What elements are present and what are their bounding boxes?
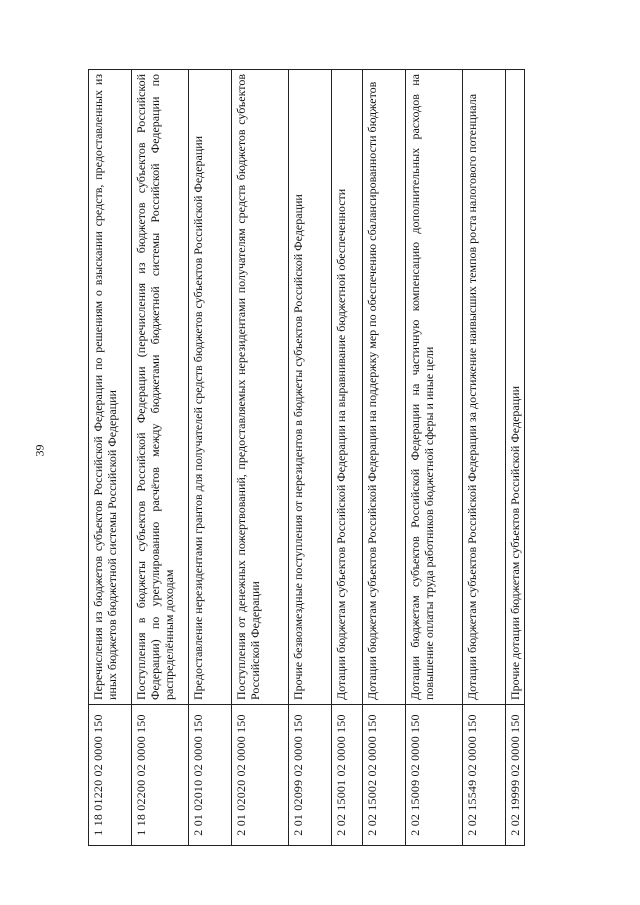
revenue-code-cell: 2 01 02099 02 0000 150 [289,705,332,846]
revenue-code-cell: 2 02 19999 02 0000 150 [506,705,525,846]
revenue-description-cell: Дотации бюджетам субъектов Российской Федерации на поддержку мер по обеспечению сбалансированности бюджетов [363,70,406,705]
table-row [132,70,189,846]
revenue-description-cell: Предоставление нерезидентами грантов для получателей средств бюджетов субъектов Российской Федерации [189,70,232,705]
table-row [189,70,232,846]
table-container [88,69,522,846]
revenue-code-cell: 2 02 15009 02 0000 150 [406,705,463,846]
revenue-description-cell: Перечисления из бюджетов субъектов Российской Федерации по решениям о взыскании средств, предоставленных из иных бюджетов бюджетной системы Российской Федерации [89,70,132,705]
table-row [332,70,363,846]
revenue-description-cell: Поступления в бюджеты субъектов Российской Федерации (перечисления из бюджетов субъектов Российской Федерации) по урегулированию расчётов между бюджетами бюджетной системы Российской Федерации по распределённым доходам [132,70,189,705]
revenue-code-cell: 2 02 15001 02 0000 150 [332,705,363,846]
revenue-code-cell: 1 18 02200 02 0000 150 [132,705,189,846]
revenue-code-cell: 2 02 15002 02 0000 150 [363,705,406,846]
revenue-code-cell: 2 01 02020 02 0000 150 [232,705,289,846]
table-row [463,70,506,846]
revenue-code-cell: 2 02 15549 02 0000 150 [463,705,506,846]
table-row [89,70,132,846]
table-row [232,70,289,846]
budget-revenue-table [88,69,525,846]
revenue-description-cell: Дотации бюджетам субъектов Российской Федерации на частичную компенсацию дополнительных расходов на повышение оплаты труда работников бюджетной сферы и иные цели [406,70,463,705]
table-row [289,70,332,846]
table-row [363,70,406,846]
revenue-code-cell: 1 18 01220 02 0000 150 [89,705,132,846]
table-row [506,70,525,846]
revenue-description-cell: Дотации бюджетам субъектов Российской Федерации на выравнивание бюджетной обеспеченности [332,70,363,705]
revenue-description-cell: Прочие дотации бюджетам субъектов Российской Федерации [506,70,525,705]
rotated-table [88,69,522,846]
revenue-description-cell: Прочие безвозмездные поступления от нерезидентов в бюджеты субъектов Российской Федерации [289,70,332,705]
revenue-description-cell: Дотации бюджетам субъектов Российской Федерации за достижение наивысших темпов роста налогового потенциала [463,70,506,705]
page-number: 39 [32,444,47,457]
table-row [406,70,463,846]
revenue-description-cell: Поступления от денежных пожертвований, предоставляемых нерезидентами получателям средств бюджетов субъектов Российской Федерации [232,70,289,705]
revenue-code-cell: 2 01 02010 02 0000 150 [189,705,232,846]
